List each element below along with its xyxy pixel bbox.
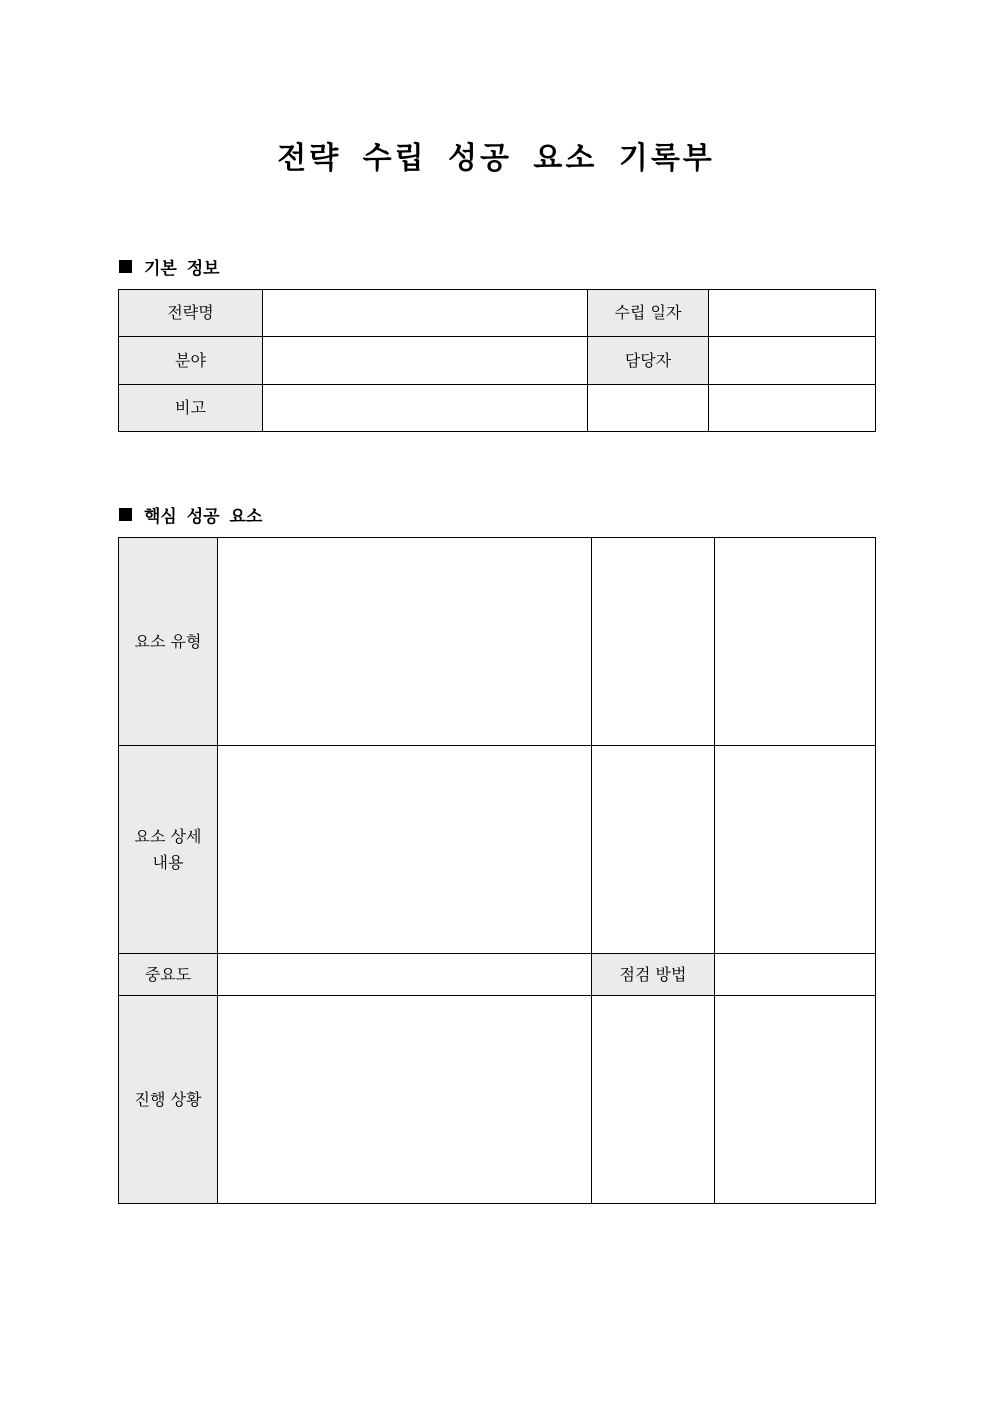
strategy-name-label: 전략명 <box>119 290 263 337</box>
strategy-name-field[interactable] <box>263 290 588 337</box>
empty-cell[interactable] <box>592 996 715 1204</box>
empty-cell[interactable] <box>715 538 876 746</box>
date-label: 수립 일자 <box>588 290 709 337</box>
empty-cell[interactable] <box>709 385 876 432</box>
check-method-field[interactable] <box>715 954 876 996</box>
manager-label: 담당자 <box>588 337 709 385</box>
check-method-label: 점검 방법 <box>592 954 715 996</box>
field-field[interactable] <box>263 337 588 385</box>
empty-cell[interactable] <box>715 996 876 1204</box>
table-row <box>119 290 876 337</box>
empty-cell[interactable] <box>592 746 715 954</box>
table-row <box>119 746 876 954</box>
factor-detail-label <box>119 746 218 954</box>
factor-detail-label-line2: 내용 <box>152 852 184 872</box>
table-row <box>119 996 876 1204</box>
basic-info-table <box>118 289 876 432</box>
square-bullet-icon <box>119 508 132 521</box>
field-label: 분야 <box>119 337 263 385</box>
document-title: 전략 수립 성공 요소 기록부 <box>277 141 715 176</box>
manager-field[interactable] <box>709 337 876 385</box>
factor-type-field[interactable] <box>218 538 592 746</box>
table-row <box>119 538 876 746</box>
remarks-label: 비고 <box>119 385 263 432</box>
importance-label: 중요도 <box>119 954 218 996</box>
empty-cell[interactable] <box>592 538 715 746</box>
empty-cell[interactable] <box>588 385 709 432</box>
section-heading-key-factors <box>119 502 262 527</box>
factor-type-label: 요소 유형 <box>119 538 218 746</box>
progress-label: 진행 상황 <box>119 996 218 1204</box>
section-title: 핵심 성공 요소 <box>144 507 263 527</box>
key-factors-table <box>118 537 876 1204</box>
table-row <box>119 385 876 432</box>
table-row <box>119 337 876 385</box>
factor-detail-label-line1: 요소 상세 <box>134 826 202 846</box>
progress-field[interactable] <box>218 996 592 1204</box>
remarks-field[interactable] <box>263 385 588 432</box>
square-bullet-icon <box>119 260 132 273</box>
importance-field[interactable] <box>218 954 592 996</box>
section-title: 기본 정보 <box>144 259 220 279</box>
factor-detail-field[interactable] <box>218 746 592 954</box>
section-heading-basic-info <box>119 254 220 279</box>
date-field[interactable] <box>709 290 876 337</box>
table-row <box>119 954 876 996</box>
empty-cell[interactable] <box>715 746 876 954</box>
